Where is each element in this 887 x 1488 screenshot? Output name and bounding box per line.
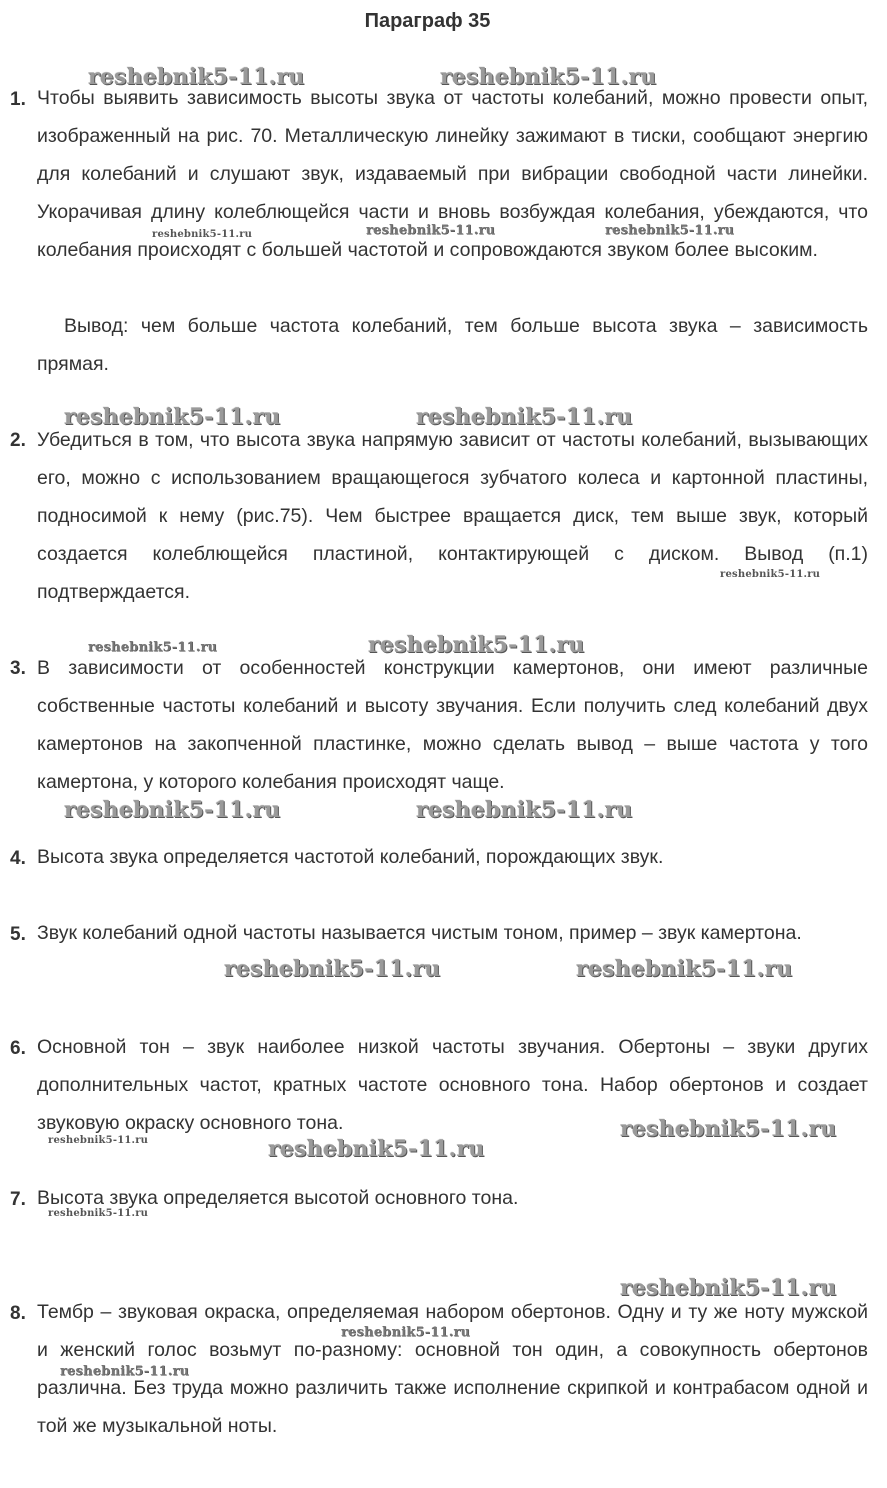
item-number-6: 6.: [10, 1038, 26, 1059]
watermark: reshebnik5-11.ru: [605, 223, 735, 238]
item-text-7: Высота звука определяется высотой основного тона.: [37, 1187, 519, 1209]
item-number-7: 7.: [10, 1189, 26, 1210]
item-number-4: 4.: [10, 848, 26, 869]
watermark: reshebnik5-11.ru: [152, 229, 253, 240]
watermark: reshebnik5-11.ru: [341, 1325, 471, 1340]
watermark: reshebnik5-11.ru: [366, 223, 496, 238]
item-conclusion-1: Вывод: чем больше частота колебаний, тем больше высота звука – зависимость прямая.: [37, 315, 868, 375]
item-number-2: 2.: [10, 430, 26, 451]
item-number-8: 8.: [10, 1303, 26, 1324]
watermark: reshebnik5-11.ru: [64, 404, 281, 430]
item-number-3: 3.: [10, 658, 26, 679]
watermark: reshebnik5-11.ru: [576, 956, 793, 982]
watermark: reshebnik5-11.ru: [416, 797, 633, 823]
watermark: reshebnik5-11.ru: [416, 404, 633, 430]
watermark: reshebnik5-11.ru: [88, 640, 218, 655]
watermark: reshebnik5-11.ru: [64, 797, 281, 823]
item-text-2: Убедиться в том, что высота звука напрямую зависит от частоты колебаний, вызывающих его, можно с использованием вращающегося зубчатого колеса и картонной пластины, подносимой к нему (рис.75). Чем быстрее вращается диск, тем выше звук, который создается колеблющейся пластиной, контактирующей с диском. Вывод (п.1) подтверждается.: [37, 429, 868, 603]
item-text-8: Тембр – звуковая окраска, определяемая набором обертонов. Одну и ту же ноту мужской и женский голос возьмут по-разному: основной тон один, а совокупность обертонов различна. Без труда можно различить также исполнение скрипкой и контрабасом одной и той же музыкальной ноты.: [37, 1301, 868, 1437]
watermark: reshebnik5-11.ru: [720, 569, 821, 580]
page-title: Параграф 35: [364, 10, 491, 32]
watermark: reshebnik5-11.ru: [268, 1136, 485, 1162]
watermark: reshebnik5-11.ru: [620, 1275, 837, 1301]
watermark: reshebnik5-11.ru: [88, 64, 305, 90]
item-number-1: 1.: [10, 89, 26, 110]
item-number-5: 5.: [10, 924, 26, 945]
watermark: reshebnik5-11.ru: [368, 632, 585, 658]
watermark: reshebnik5-11.ru: [60, 1364, 190, 1379]
watermark: reshebnik5-11.ru: [620, 1116, 837, 1142]
item-text-4: Высота звука определяется частотой колебаний, порождающих звук.: [37, 846, 664, 868]
watermark: reshebnik5-11.ru: [224, 956, 441, 982]
watermark: reshebnik5-11.ru: [48, 1135, 149, 1146]
item-text-1: Чтобы выявить зависимость высоты звука от частоты колебаний, можно провести опыт, изображенный на рис. 70. Металлическую линейку зажимают в тиски, сообщают энергию для колебаний и слушают звук, издаваемый при вибрации свободной части линейки. Укорачивая длину колеблющейся части и вновь возбуждая колебания, убеждаются, что колебания происходят с большей частотой и сопровождаются звуком более высоким.: [37, 87, 868, 261]
item-text-5: Звук колебаний одной частоты называется чистым тоном, пример – звук камертона.: [37, 922, 802, 944]
watermark: reshebnik5-11.ru: [440, 64, 657, 90]
item-text-3: В зависимости от особенностей конструкции камертонов, они имеют различные собственные частоты колебаний и высоту звучания. Если получить след колебаний двух камертонов на закопченной пластинке, можно сделать вывод – выше частота у того камертона, у которого колебания происходят чаще.: [37, 657, 868, 793]
item-text-6: Основной тон – звук наиболее низкой частоты звучания. Обертоны – звуки других дополнительных частот, кратных частоте основного тона. Набор обертонов и создает звуковую окраску основного тона.: [37, 1036, 868, 1134]
watermark: reshebnik5-11.ru: [48, 1208, 149, 1219]
